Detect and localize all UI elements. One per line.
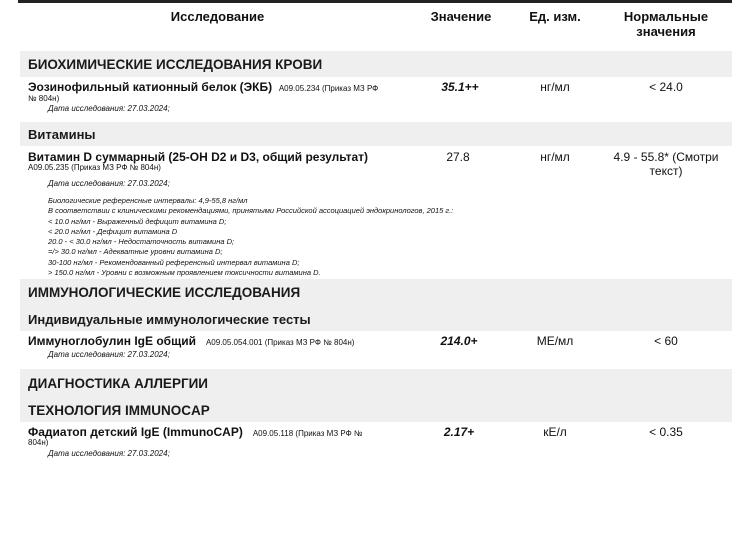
section-title: Витамины [28, 127, 96, 142]
test-norm-line1: 4.9 - 55.8* (Смотри [613, 150, 719, 164]
test-name [28, 80, 378, 96]
test-code: A09.05.234 (Приказ МЗ РФ [278, 84, 379, 93]
column-header-norm-line1: Нормальные [623, 9, 709, 24]
test-value: 2.17+ [443, 425, 475, 439]
column-header-study: Исследование [170, 9, 265, 24]
test-value: 214.0+ [440, 334, 478, 348]
test-name-text: Эозинофильный катионный белок (ЭКБ) [28, 80, 273, 94]
test-date: Дата исследования: 27.03.2024; [48, 449, 170, 458]
reference-notes [48, 196, 453, 278]
test-name [28, 425, 363, 441]
test-norm: < 0.35 [649, 425, 683, 439]
test-unit: нг/мл [540, 150, 570, 164]
note-line: 30-100 нг/мл - Рекомендованный референсный интервал витамина D; [48, 257, 300, 267]
test-value: 35.1++ [441, 80, 479, 94]
note-line: < 20.0 нг/мл - Дефицит витамина D [48, 226, 178, 236]
note-line: В соответствии с клиническими рекомендациями, принятыми Российской ассоциацией эндокринологов, 2015 г.: [48, 206, 454, 216]
test-code-continued: № 804н) [28, 94, 60, 103]
test-value: 27.8 [446, 150, 470, 164]
note-line: 20.0 - < 30.0 нг/мл - Недостаточность витамина D; [48, 237, 235, 247]
test-unit: кЕ/л [543, 425, 567, 439]
test-norm [596, 150, 736, 178]
test-norm: < 60 [654, 334, 678, 348]
test-unit: МЕ/мл [536, 334, 574, 348]
test-code: A09.05.118 (Приказ МЗ РФ № [252, 429, 363, 438]
table-top-border [18, 0, 732, 3]
table-row-phadiatop [0, 425, 750, 465]
section-biochem [20, 51, 732, 77]
column-header-unit: Ед. изм. [529, 9, 581, 24]
note-line: > 150.0 нг/мл - Уровни с возможным проявлением токсичности витамина D. [48, 268, 321, 278]
section-immunology [20, 279, 732, 331]
test-unit: нг/мл [540, 80, 570, 94]
test-name [28, 334, 354, 350]
test-name-text: Иммуноглобулин IgE общий [28, 334, 196, 348]
test-code: A09.05.054.001 (Приказ МЗ РФ № 804н) [205, 338, 355, 347]
section-title: ДИАГНОСТИКА АЛЛЕРГИИ [28, 376, 209, 391]
test-code: A09.05.235 (Приказ МЗ РФ № 804н) [28, 163, 161, 172]
table-row-ecp [0, 79, 750, 119]
test-date: Дата исследования: 27.03.2024; [48, 350, 170, 359]
subsection-title: ТЕХНОЛОГИЯ IMMUNOCAP [28, 403, 210, 418]
table-row-ige [0, 334, 750, 366]
section-title: ИММУНОЛОГИЧЕСКИЕ ИССЛЕДОВАНИЯ [28, 285, 301, 300]
test-norm: < 24.0 [649, 80, 683, 94]
note-line: =/> 30.0 нг/мл - Адекватные уровни витамина D; [48, 247, 223, 257]
column-header-value: Значение [430, 9, 492, 24]
test-norm-line2: текст) [649, 164, 683, 178]
table-header [0, 7, 750, 49]
test-date: Дата исследования: 27.03.2024; [48, 179, 170, 188]
test-code-continued: 804н) [28, 438, 49, 447]
column-header-norm-line2: значения [636, 24, 696, 39]
subsection-title: Индивидуальные иммунологические тесты [28, 312, 311, 327]
test-name-text: Фадиатоп детский IgE (ImmunoCAP) [28, 425, 243, 439]
note-line: < 10.0 нг/мл - Выраженный дефицит витамина D; [48, 216, 227, 226]
test-name-text: Витамин D суммарный (25-OH D2 и D3, общий результат) [28, 150, 369, 164]
section-title: БИОХИМИЧЕСКИЕ ИССЛЕДОВАНИЯ КРОВИ [28, 57, 323, 72]
test-date: Дата исследования: 27.03.2024; [48, 104, 170, 113]
column-header-norm [596, 9, 736, 39]
section-vitamins [20, 122, 732, 146]
section-allergy [20, 369, 732, 422]
note-line: Биологические референсные интервалы: 4,9-55,8 нг/мл [48, 196, 248, 205]
